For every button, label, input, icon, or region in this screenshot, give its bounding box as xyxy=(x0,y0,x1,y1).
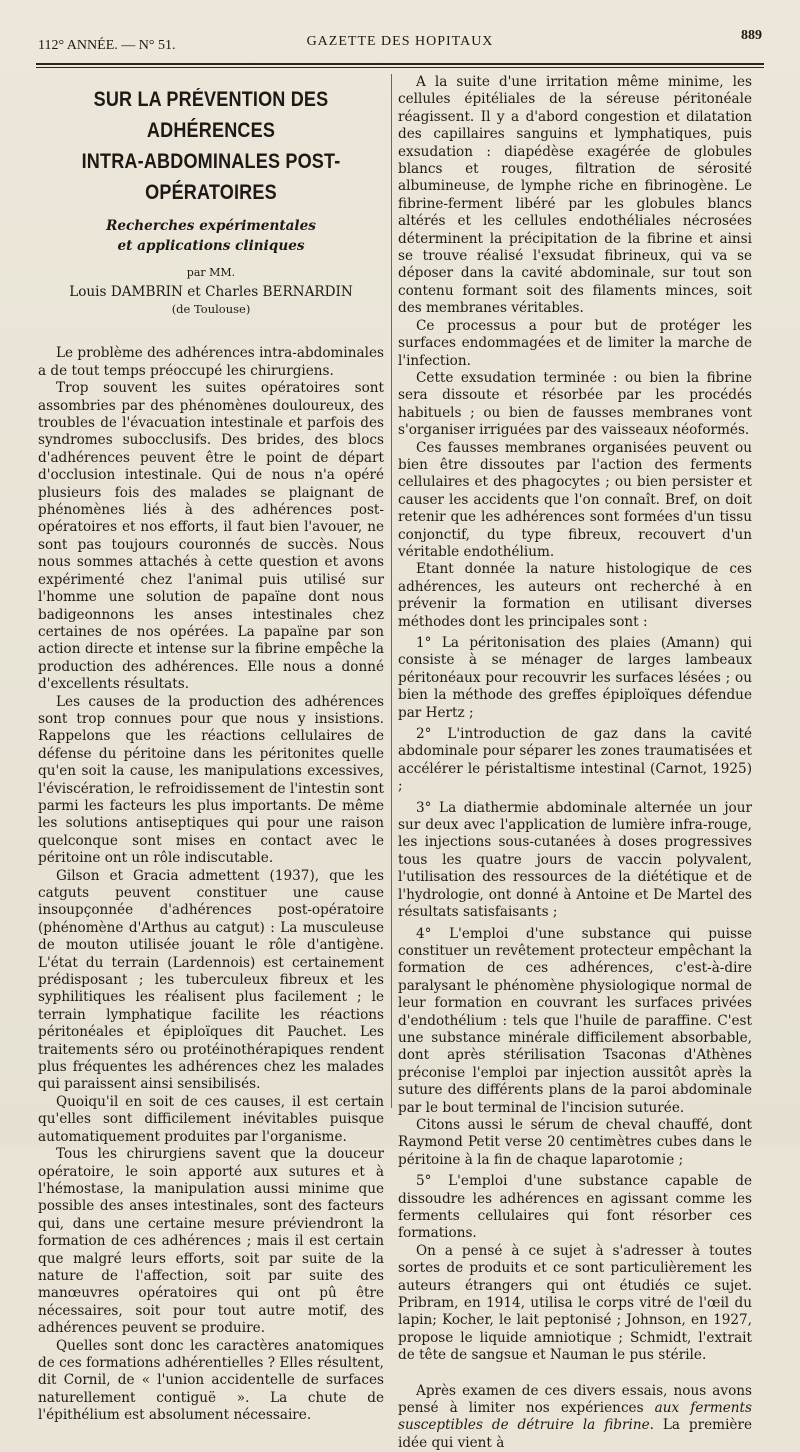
journal-title: GAZETTE DES HOPITAUX xyxy=(306,34,494,49)
article-subtitle xyxy=(38,216,384,256)
list-item: 4° L'emploi d'une substance qui puisse constituer un revêtement protecteur empêchant la formation de ces adhérences, c'est-à-dire paralysant le phénomène physiologique normal de leur formation en couvrant les surfaces privées d'endothélium : tels que l'huile de paraffine. C'est une substance minérale difficilement absorbable, dont après stérilisation Tsaconas d'Athènes préconise l'emploi par injection aussitôt après la suture des différents plans de la paroi abdominale par le bout terminal de l'incision suturée. xyxy=(398,925,752,1116)
final-paragraph-italic: aux ferments susceptibles de détruire la fibrine xyxy=(398,1400,752,1434)
subtitle-line-1: Recherches expérimentales xyxy=(106,218,316,234)
page-number: 889 xyxy=(741,28,762,43)
byline-prefix: par MM. xyxy=(186,266,236,279)
paragraph: Trop souvent les suites opératoires sont assombries par des phénomènes douloureux, des troubles de l'évacuation intestinale et parfois des syndromes subocclusifs. Des brides, des blocs d'adhérences peuvent être le point de départ d'occlusion intestinale. Qui de nous n'a opéré plusieurs fois des malades se plaignant de phénomènes liés à des adhérences post-opératoires et nos efforts, il faut bien l'avouer, ne sont pas toujours couronnés de succès. Nous nous sommes attachés à cette question et avons expérimenté chez l'animal puis utilisé sur l'homme une solution de papaïne dont nous badigeonnons les anses intestinales chez certaines de nos opérées. La papaïne par son action directe et intense sur la fibrine empêche la production des adhérences. Elle nous a donné d'excellents résultats. xyxy=(38,380,384,693)
list-item: 1° La péritonisation des plaies (Amann) qui consiste à se ménager de larges lambeaux péritonéaux pour recouvrir les surfaces lésées ; ou bien la méthode des greffes épiploïques défendue par Hertz ; xyxy=(398,635,752,721)
paragraph: Ce processus a pour but de protéger les surfaces endommagées et de limiter la marche de l'infection. xyxy=(398,317,752,369)
article-title xyxy=(62,84,360,208)
paragraph: A la suite d'une irritation même minime, les cellules épitéliales de la séreuse péritonéale réagissent. Il y a d'abord congestion et dilatation des capillaires sanguins et lymphatiques, puis exsudation : diapédèse exagérée de globules blancs et rouges, filtration de sérosité albumineuse, de lymphe riche en fibrinogène. Le fibrine-ferment libéré par les globules blancs altérés et les cellules endothéliales nécrosées déterminent la précipitation de la fibrine et ainsi se trouve réalisé l'exsudat fibrineux, qui va se déposer dans la cavité abdominale, sur tout son contenu formant soit des filaments minces, soit des membranes véritables. xyxy=(398,74,752,317)
header-rule xyxy=(36,63,764,65)
issue-number: 112° ANNÉE. — N° 51. xyxy=(38,38,176,53)
final-paragraph-end: . La première idée qui vient à xyxy=(398,1417,752,1451)
list-item: 2° L'introduction de gaz dans la cavité abdominale pour séparer les zones traumatisées et accélérer le péristaltisme intestinal (Carnot, 1925) ; xyxy=(398,726,752,795)
column-divider xyxy=(391,74,392,1108)
list-item: 3° La diathermie abdominale alternée un jour sur deux avec l'application de lumière infra-rouge, les injections sous-cutanées à doses progressives tous les quatre jours de vaccin polyvalent, l'utilisation des ressources de la diététique et de l'hydrologie, ont donné à Antoine et De Martel des résultats satisfaisants ; xyxy=(398,799,752,921)
page-header xyxy=(38,28,762,58)
final-paragraph-start: Après examen de ces divers essais, nous avons pensé à limiter nos expériences xyxy=(398,1382,752,1417)
paragraph: Quoiqu'il en soit de ces causes, il est certain qu'elles sont difficilement inévitables puisque automatiquement produites par l'organisme. xyxy=(38,1093,384,1145)
subtitle-line-2: et applications cliniques xyxy=(117,238,305,254)
paragraph: Gilson et Gracia admettent (1937), que les catguts peuvent constituer une cause insoupçonnée d'adhérences post-opératoire (phénomène d'Arthus au catgut) : La musculeuse de mouton utilisée jouant le rôle d'antigène. L'état du terrain (Lardennois) est certainement prédisposant ; les tuberculeux fibreux et les syphilitiques les réalisent plus facilement ; le terrain lymphatique facilite les réactions péritonéales et épiploïques dit Pauchet. Les traitements séro ou protéinothérapiques rendent plus fréquentes les adhérences chez les malades qui paraissent ainsi sensibilisés. xyxy=(38,867,384,1093)
list-item: 5° L'emploi d'une substance capable de dissoudre les adhérences en agissant comme les ferments cellulaires qui font résorber ces formations. xyxy=(398,1173,752,1242)
paragraph: Le problème des adhérences intra-abdominales a de tout temps préoccupé les chirurgiens. xyxy=(38,345,384,379)
title-line-2: INTRA-ABDOMINALES POST-OPÉRATOIRES xyxy=(81,150,341,204)
paragraph: Etant donnée la nature histologique de ces adhérences, les auteurs ont recherché à en prévenir la formation en utilisant diverses méthodes dont les principales sont : xyxy=(398,561,752,630)
affiliation: (de Toulouse) xyxy=(171,302,251,317)
paragraph: Quelles sont donc les caractères anatomiques de ces formations adhérentielles ? Elles résultent, dit Cornil, de « l'union accidentelle de surfaces naturellement contiguë ». La chute de l'épithélium est absolument nécessaire. xyxy=(38,1337,384,1424)
paragraph: Cette exsudation terminée : ou bien la fibrine sera dissoute et résorbée par les procédés habituels ; ou bien de fausses membranes vont s'organiser irriguées par des vaisseaux néoformés. xyxy=(398,369,752,439)
header-rule-thin xyxy=(36,67,764,68)
paragraph: Ces fausses membranes organisées peuvent ou bien être dissoutes par l'action des ferments cellulaires et des phagocytes ; ou bien persister et causer les accidents que l'on connaît. Bref, on doit retenir que les adhérences sont formées d'un tissu conjonctif, du type fibreux, recouvert d'un véritable endothélium. xyxy=(398,439,752,560)
paragraph: Tous les chirurgiens savent que la douceur opératoire, le soin apporté aux sutures et à l'hémostase, la manipulation aussi minime que possible des anses intestinales, sont des facteurs qui, dans une certaine mesure préviendront la formation de ces adhérences ; mais il est certain que malgré leurs efforts, soit par suite de la nature de l'affection, soit par suite des manœuvres opératoires qui ont pû être nécessaires, soit pour tout autre motif, des adhérences peuvent se produire. xyxy=(38,1146,384,1337)
authors: Louis DAMBRIN et Charles BERNARDIN xyxy=(69,284,353,301)
final-paragraph xyxy=(398,1383,752,1452)
right-column xyxy=(398,74,752,1452)
title-line-1: SUR LA PRÉVENTION DES ADHÉRENCES xyxy=(93,88,329,142)
paragraph: On a pensé à ce sujet à s'adresser à toutes sortes de produits et ce sont particulièrement les auteurs étrangers qui ont étudiés ce sujet. Pribram, en 1914, utilisa le corps vitré de l'œil du lapin; Kocher, le lait peptonisé ; Johnson, en 1927, propose le liquide amniotique ; Schmidt, l'extrait de tête de sangsue et Nauman le pus stérile. xyxy=(398,1242,752,1364)
paragraph: Citons aussi le sérum de cheval chauffé, dont Raymond Petit verse 20 centimètres cubes dans le péritoine à la fin de chaque laparotomie ; xyxy=(398,1116,752,1168)
paragraph: Les causes de la production des adhérences sont trop connues pour que nous y insistions. Rappelons que les réactions cellulaires de défense du péritoine dans les péritonites quelle qu'en soit la cause, les manipulations excessives, l'éviscération, le refroidissement de l'intestin sont parmi les facteurs les plus importants. De même les solutions antiseptiques qui pour une raison quelconque sont mises en contact avec le péritoine ont un rôle indiscutable. xyxy=(38,693,384,867)
left-column xyxy=(38,74,384,1425)
